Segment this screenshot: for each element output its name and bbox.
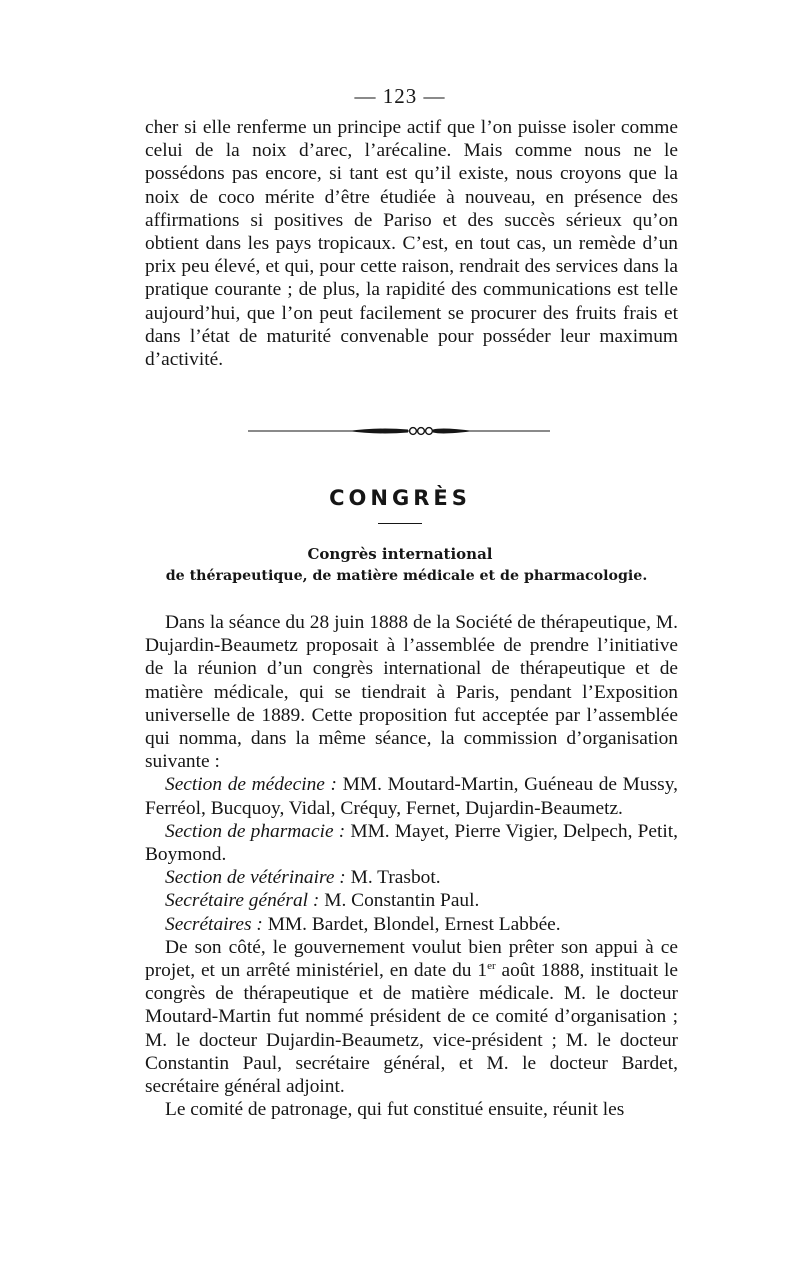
article-intro: Dans la séance du 28 juin 1888 de la Société de thérapeutique, M. Dujardin-Beaumetz proposait à l’assemblée de prendre l’initiative de la réunion d’un congrès international de thérapeutique et de matière médicale, qui se tiendrait à Paris, pendant l’Exposition universelle de 1889. Cette proposition fut acceptée par l’assemblée qui nomma, dans la même séance, la commission d’organisation suivante : — [145, 612, 678, 773]
title-rule — [378, 523, 422, 524]
committee-label: Secrétaires : — [165, 913, 263, 935]
paragraph-top: cher si elle renferme un principe actif que l’on puisse isoler comme celui de la noix d’arec, l’arécaline. Mais comme nous ne le possédons pas encore, si tant est qu’il existe, nous croyons que la noix de coco mérite d’être étudiée à nouveau, en présence des affirmations si positives de Pariso et des succès sérieux qu’on obtient dans les pays tropicaux. C’est, en tout cas, un remède d’un prix peu élevé, et qui, pour cette raison, rendrait des services dans la pratique courante ; de plus, la rapidité des communications est telle aujourd’hui, que l’on peut facilement se procurer des fruits frais et dans l’état de maturité convenable pour posséder leur maximum d’activité. — [145, 117, 678, 371]
section-title: CONGRÈS — [329, 486, 471, 510]
committee-entry — [145, 773, 678, 819]
committee-label: Section de médecine : — [165, 774, 337, 796]
last-line: Le comité de patronage, qui fut constitué ensuite, réunit les — [165, 1099, 625, 1121]
committee-label: Section de vétérinaire : — [165, 867, 346, 889]
text-block-top — [145, 116, 678, 371]
committee-names: M. Constantin Paul. — [324, 890, 480, 912]
congress-title: Congrès international — [307, 545, 493, 563]
committee-names: M. Trasbot. — [350, 867, 441, 889]
ordinal-superscript: er — [487, 960, 496, 973]
committee-names: MM. Moutard-Martin, Guéneau de Mussy, Ferréol, Bucquoy, Vidal, Créquy, Fernet, Dujardin-Beaumetz. — [145, 774, 678, 819]
article-body — [145, 611, 678, 1121]
government-text-start: De son côté, le gouvernement voulut bien prêter son appui à ce projet, et un arrêté ministériel, en date du 1 — [145, 936, 678, 982]
committee-names: MM. Bardet, Blondel, Ernest Labbée. — [267, 913, 561, 935]
committee-entry — [145, 913, 678, 936]
page-number: — 123 — — [354, 84, 446, 108]
government-paragraph — [145, 936, 678, 1098]
committee-names: MM. Mayet, Pierre Vigier, Delpech, Petit, Boymond. — [145, 820, 678, 866]
committee-entry — [145, 820, 678, 866]
committee-label: Section de pharmacie : — [165, 820, 346, 842]
committee-entry — [145, 889, 678, 912]
government-text-end: août 1888, instituait le congrès de thérapeutique et de matière médicale. M. le docteur Moutard-Martin fut nommé président de ce comité d’organisation ; M. le docteur Dujardin-Beaumetz, vice-président ; M. le docteur Constantin Paul, secrétaire général, et M. le docteur Bardet, secrétaire général adjoint. — [145, 960, 679, 1098]
committee-label: Secrétaire général : — [165, 890, 320, 912]
committee-entry — [145, 866, 678, 889]
decorative-divider — [248, 424, 550, 438]
congress-subtitle: de thérapeutique, de matière médicale et de pharmacologie. — [165, 568, 648, 584]
